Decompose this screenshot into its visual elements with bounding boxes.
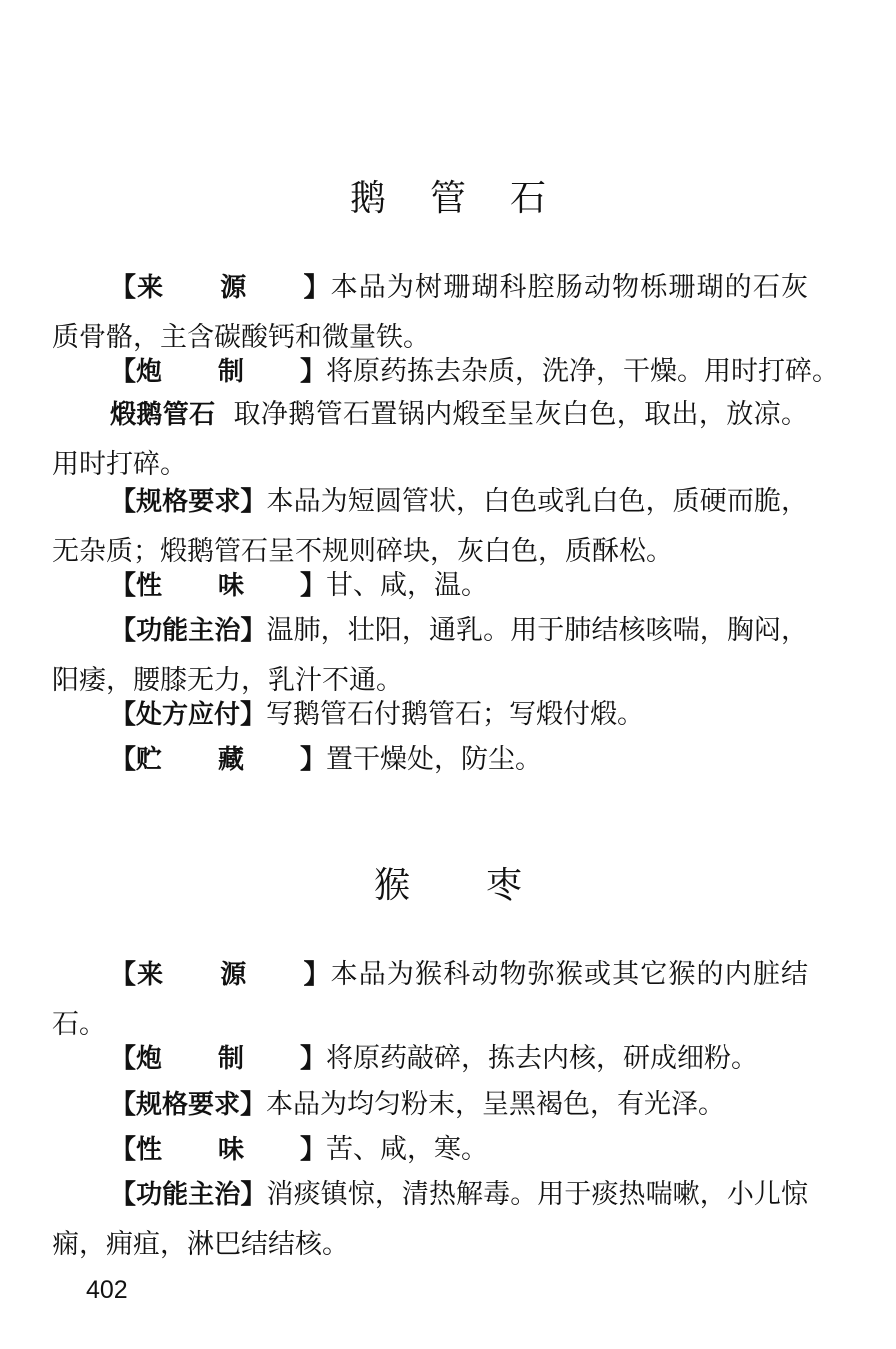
entry-title-egs: 鹅管石 — [349, 178, 590, 219]
entry-paragraph-storage — [52, 735, 808, 785]
section-label: 【炮制】 — [110, 357, 327, 387]
entry-paragraph-specification — [52, 1080, 808, 1130]
section-label: 【来源】 — [110, 960, 331, 990]
entry-paragraph-prescription — [52, 690, 808, 740]
section-text: 写鹅管石付鹅管石；写煅付煅。 — [266, 699, 645, 730]
section-text: 消痰镇惊，清热解毒。用于痰热喘嗽，小儿惊痫，痈疽，淋巴结结核。 — [52, 1179, 808, 1260]
section-label: 【性味】 — [110, 1135, 327, 1165]
section-text: 本品为树珊瑚科腔肠动物栎珊瑚的石灰质骨骼，主含碳酸钙和微量铁。 — [52, 272, 808, 353]
section-label: 【贮藏】 — [110, 745, 327, 775]
entry-paragraph-taste — [52, 561, 808, 611]
section-text: 将原药拣去杂质，洗净，干燥。用时打碎。 — [326, 356, 840, 387]
section-label: 【性味】 — [110, 571, 327, 601]
section-label: 【规格要求】 — [110, 487, 267, 517]
section-text: 苦、咸，寒。 — [326, 1134, 489, 1165]
section-text: 本品为短圆管状，白色或乳白色，质硬而脆，无杂质；煅鹅管石呈不规则碎块，灰白色，质酥松。 — [52, 486, 808, 567]
section-label: 【功能主治】 — [110, 616, 267, 646]
section-text: 置干燥处，防尘。 — [326, 744, 543, 775]
section-text: 将原药敲碎，拣去内核，研成细粉。 — [326, 1043, 759, 1074]
page-number: 402 — [86, 1276, 128, 1304]
entry-paragraph-function — [52, 1170, 808, 1270]
section-text: 温肺，壮阳，通乳。用于肺结核咳喘，胸闷，阳痿，腰膝无力，乳汁不通。 — [52, 615, 808, 696]
section-label: 【来源】 — [110, 273, 331, 303]
entry-title-houzao: 猴枣 — [373, 865, 598, 906]
entry-paragraph-processing — [52, 1034, 808, 1084]
section-label: 【规格要求】 — [110, 1090, 267, 1120]
section-label: 【功能主治】 — [110, 1180, 267, 1210]
entry-paragraph-calcined — [52, 390, 808, 490]
section-text: 取净鹅管石置锅内煅至呈灰白色，取出，放凉。用时打碎。 — [52, 399, 808, 480]
section-label: 【炮制】 — [110, 1044, 327, 1074]
section-text: 本品为猴科动物弥猴或其它猴的内脏结石。 — [52, 959, 808, 1040]
section-text: 本品为均匀粉末，呈黑褐色，有光泽。 — [266, 1089, 726, 1120]
section-label: 【处方应付】 — [110, 700, 267, 730]
section-text: 甘、咸，温。 — [326, 570, 489, 601]
entry-paragraph-taste — [52, 1125, 808, 1175]
section-label: 煅鹅管石 — [110, 400, 216, 430]
